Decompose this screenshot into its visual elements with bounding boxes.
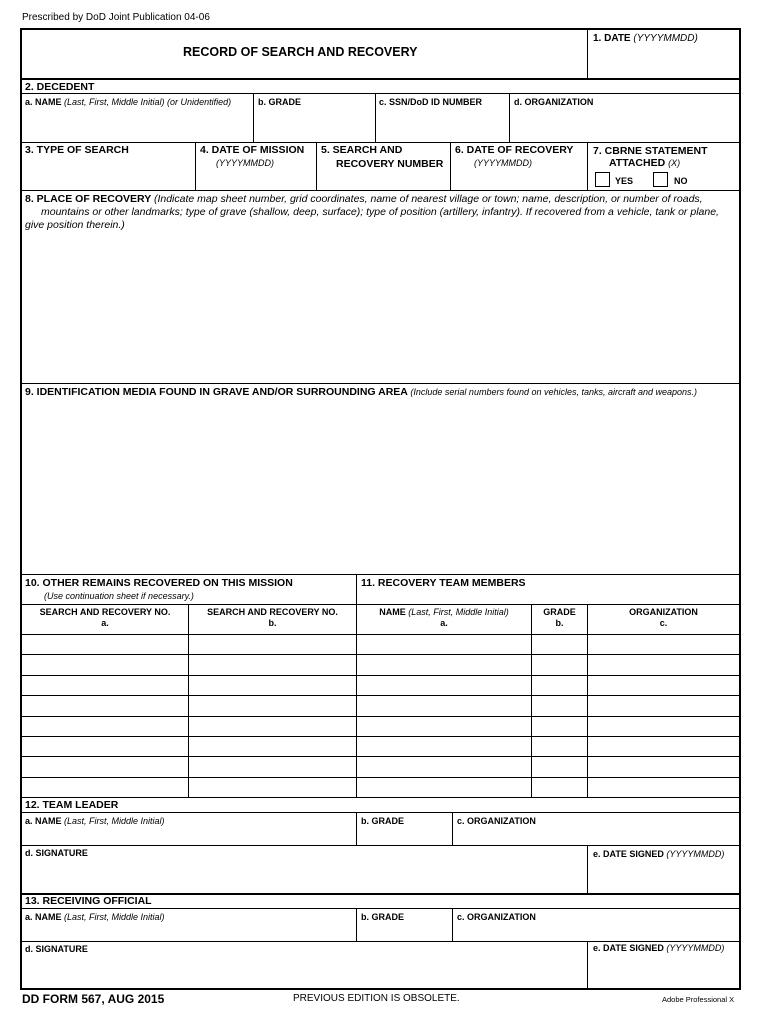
leader-org-field[interactable]	[453, 828, 739, 844]
prescribed-note: Prescribed by DoD Joint Publication 04-06	[22, 12, 210, 23]
leader-name-label: a. NAME (Last, First, Middle Initial)	[25, 816, 165, 826]
cbrne-no-label: NO	[674, 176, 688, 186]
team-grade-cell[interactable]	[532, 757, 587, 776]
leader-date-label: e. DATE SIGNED (YYYYMMDD)	[593, 849, 725, 859]
team-name-cell[interactable]	[357, 778, 531, 797]
team-org-cell[interactable]	[588, 655, 739, 674]
place-of-recovery-hint-3: give position therein.)	[25, 219, 125, 231]
team-grade-cell[interactable]	[532, 717, 587, 736]
cbrne-no-checkbox[interactable]	[653, 172, 668, 187]
receiving-org-field[interactable]	[453, 924, 739, 940]
decedent-grade-label: b. GRADE	[258, 97, 302, 107]
remains-sr-no-a-cell[interactable]	[22, 757, 188, 776]
team-name-cell[interactable]	[357, 676, 531, 695]
remains-sr-no-a-cell[interactable]	[22, 778, 188, 797]
other-remains-label: 10. OTHER REMAINS RECOVERED ON THIS MISSION	[25, 577, 293, 589]
date-of-recovery-field[interactable]	[451, 170, 586, 190]
receiving-name-label: a. NAME (Last, First, Middle Initial)	[25, 912, 165, 922]
team-col-name: NAME (Last, First, Middle Initial) a.	[379, 607, 509, 628]
remains-sr-no-b-cell[interactable]	[189, 737, 356, 756]
team-grade-cell[interactable]	[532, 635, 587, 654]
remains-sr-no-a-cell[interactable]	[22, 696, 188, 715]
date-of-mission-hint: (YYYYMMDD)	[216, 158, 274, 168]
remains-sr-no-a-cell[interactable]	[22, 635, 188, 654]
adobe-note: Adobe Professional X	[662, 995, 735, 1004]
decedent-org-field[interactable]	[510, 109, 739, 141]
date-label: 1. DATE (YYYYMMDD)	[593, 33, 698, 44]
remains-sr-no-a-cell[interactable]	[22, 737, 188, 756]
cbrne-label: 7. CBRNE STATEMENT	[593, 145, 708, 157]
team-name-cell[interactable]	[357, 717, 531, 736]
team-name-cell[interactable]	[357, 737, 531, 756]
sr-number-label: 5. SEARCH AND	[321, 144, 403, 156]
cbrne-label-2: ATTACHED (X)	[609, 157, 681, 169]
team-org-cell[interactable]	[588, 778, 739, 797]
decedent-ssn-label: c. SSN/DoD ID NUMBER	[379, 97, 483, 107]
identification-media-label: 9. IDENTIFICATION MEDIA FOUND IN GRAVE AND/OR SURROUNDING AREA (Include serial numbers found on vehicles, tanks, aircraft and weapons.)	[25, 386, 698, 398]
date-of-mission-label: 4. DATE OF MISSION	[200, 144, 305, 156]
receiving-official-label: 13. RECEIVING OFFICIAL	[25, 895, 152, 907]
team-org-cell[interactable]	[588, 717, 739, 736]
receiving-date-field[interactable]	[588, 956, 739, 988]
leader-signature-field[interactable]	[22, 860, 586, 893]
receiving-grade-label: b. GRADE	[361, 912, 405, 922]
sr-number-field[interactable]	[317, 172, 449, 190]
leader-signature-label: d. SIGNATURE	[25, 848, 88, 858]
date-of-mission-field[interactable]	[196, 170, 316, 190]
remains-sr-no-b-cell[interactable]	[189, 635, 356, 654]
team-grade-cell[interactable]	[532, 696, 587, 715]
place-of-recovery-hint-2: mountains or other landmarks; type of grave (shallow, deep, surface); type of position (artillery, infantry). If recovered from a vehicle, tank or plane,	[41, 206, 719, 218]
identification-media-field[interactable]	[22, 400, 739, 572]
team-col-org: ORGANIZATION c.	[629, 607, 698, 628]
team-org-cell[interactable]	[588, 737, 739, 756]
decedent-grade-field[interactable]	[254, 109, 374, 141]
remains-sr-no-a-cell[interactable]	[22, 676, 188, 695]
leader-org-label: c. ORGANIZATION	[457, 816, 536, 826]
team-grade-cell[interactable]	[532, 778, 587, 797]
sr-number-label-2: RECOVERY NUMBER	[336, 158, 444, 170]
place-of-recovery-field[interactable]	[22, 234, 739, 382]
decedent-ssn-field[interactable]	[376, 109, 509, 141]
other-remains-col-a: SEARCH AND RECOVERY NO. a.	[39, 607, 171, 628]
date-of-recovery-hint: (YYYYMMDD)	[474, 158, 532, 168]
type-of-search-label: 3. TYPE OF SEARCH	[25, 144, 129, 156]
team-grade-cell[interactable]	[532, 655, 587, 674]
team-name-cell[interactable]	[357, 696, 531, 715]
other-remains-hint: (Use continuation sheet if necessary.)	[44, 591, 194, 601]
decedent-org-label: d. ORGANIZATION	[514, 97, 594, 107]
team-org-cell[interactable]	[588, 676, 739, 695]
team-name-cell[interactable]	[357, 655, 531, 674]
cbrne-yes-label: YES	[615, 176, 634, 186]
leader-date-field[interactable]	[588, 862, 739, 893]
team-col-grade: GRADE b.	[543, 607, 576, 628]
obsolete-note: PREVIOUS EDITION IS OBSOLETE.	[293, 993, 460, 1004]
remains-sr-no-a-cell[interactable]	[22, 717, 188, 736]
team-org-cell[interactable]	[588, 635, 739, 654]
team-grade-cell[interactable]	[532, 737, 587, 756]
recovery-team-label: 11. RECOVERY TEAM MEMBERS	[361, 577, 526, 589]
team-leader-label: 12. TEAM LEADER	[25, 799, 119, 811]
team-name-cell[interactable]	[357, 757, 531, 776]
place-of-recovery-label: 8. PLACE OF RECOVERY (Indicate map sheet number, grid coordinates, name of nearest village or town; name, description, or number of roads,	[25, 193, 703, 205]
remains-sr-no-b-cell[interactable]	[189, 676, 356, 695]
receiving-grade-field[interactable]	[357, 924, 452, 940]
team-org-cell[interactable]	[588, 757, 739, 776]
leader-grade-field[interactable]	[357, 828, 452, 844]
leader-grade-label: b. GRADE	[361, 816, 405, 826]
team-org-cell[interactable]	[588, 696, 739, 715]
team-grade-cell[interactable]	[532, 676, 587, 695]
form-title: RECORD OF SEARCH AND RECOVERY	[183, 45, 418, 59]
receiving-name-field[interactable]	[22, 924, 356, 940]
date-field[interactable]	[589, 46, 739, 78]
decedent-name-label: a. NAME (Last, First, Middle Initial) (or Unidentified)	[25, 97, 232, 107]
remains-sr-no-b-cell[interactable]	[189, 655, 356, 674]
decedent-section-label: 2. DECEDENT	[25, 81, 95, 93]
remains-sr-no-a-cell[interactable]	[22, 655, 188, 674]
remains-sr-no-b-cell[interactable]	[189, 778, 356, 797]
leader-name-field[interactable]	[22, 828, 356, 844]
cbrne-yes-checkbox[interactable]	[595, 172, 610, 187]
receiving-org-label: c. ORGANIZATION	[457, 912, 536, 922]
receiving-signature-label: d. SIGNATURE	[25, 944, 88, 954]
date-of-recovery-label: 6. DATE OF RECOVERY	[455, 144, 574, 156]
decedent-name-field[interactable]	[22, 109, 252, 141]
receiving-date-label: e. DATE SIGNED (YYYYMMDD)	[593, 943, 725, 953]
remains-sr-no-b-cell[interactable]	[189, 757, 356, 776]
remains-sr-no-b-cell[interactable]	[189, 696, 356, 715]
other-remains-col-b: SEARCH AND RECOVERY NO. b.	[207, 607, 338, 628]
type-of-search-field[interactable]	[22, 158, 194, 190]
form-number: DD FORM 567, AUG 2015	[22, 992, 165, 1006]
receiving-signature-field[interactable]	[22, 956, 586, 988]
team-name-cell[interactable]	[357, 635, 531, 654]
remains-sr-no-b-cell[interactable]	[189, 717, 356, 736]
